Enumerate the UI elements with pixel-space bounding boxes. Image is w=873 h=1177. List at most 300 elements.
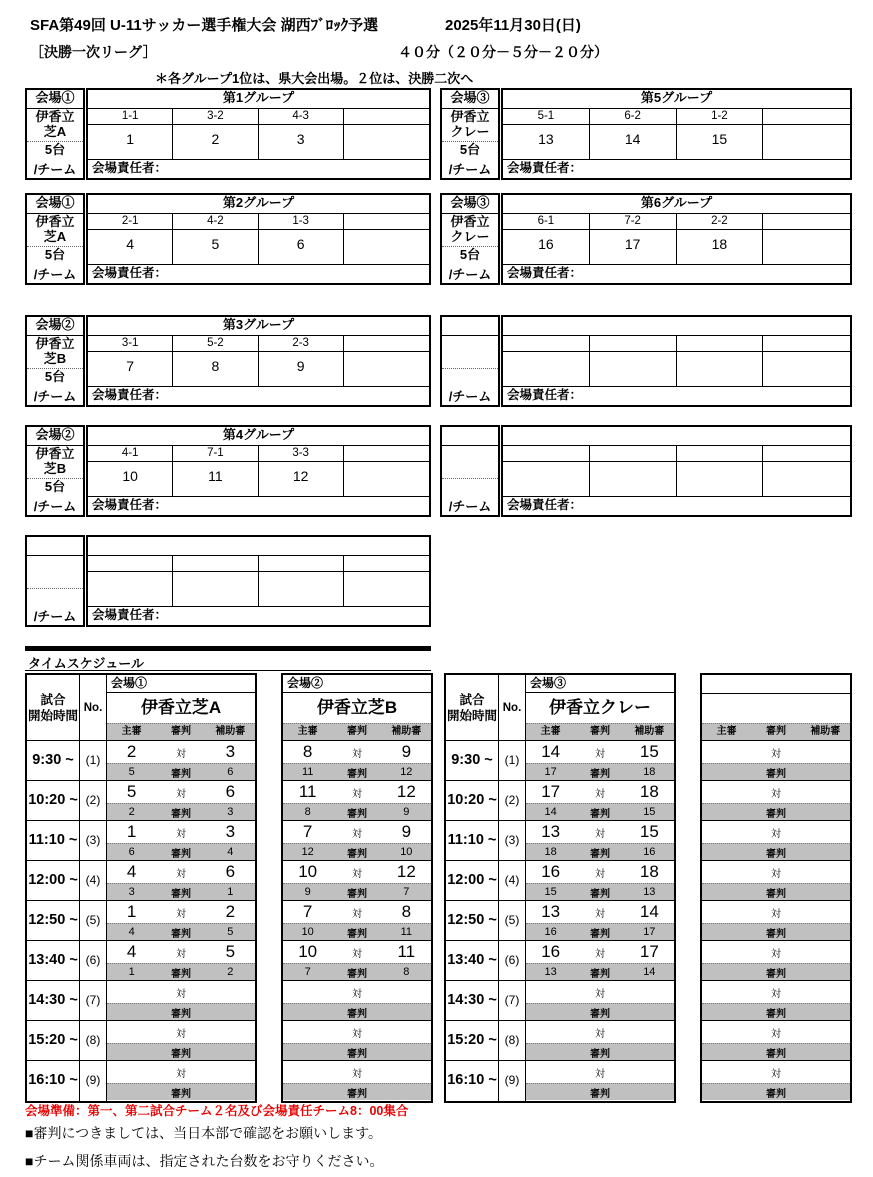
home-team-number: 1 (126, 822, 137, 841)
team-number-row (503, 352, 850, 386)
venue-label (27, 537, 83, 556)
referee-teams-row (702, 1083, 850, 1100)
vs-label: 対 (770, 1028, 781, 1040)
referee-label: 審判 (346, 888, 367, 900)
cars-label: 5台 (459, 247, 481, 262)
vehicle-note: ■チーム関係車両は、指定された台数をお守りください。 (25, 1153, 384, 1169)
group-title: 第3グループ (88, 317, 429, 336)
vs-label: 対 (175, 788, 186, 800)
referee-teams-row (283, 1003, 431, 1020)
referee-header-label: 補助審 (810, 726, 841, 738)
no-header: No. (499, 675, 525, 741)
venue-manager-label: 会場責任者： (88, 159, 429, 178)
group-grid (501, 88, 852, 180)
referee-header-label: 審判 (765, 726, 786, 738)
match-code-cell (503, 446, 590, 461)
match-cell (283, 821, 431, 861)
per-team-label: /チーム (33, 267, 77, 282)
match-teams-row (702, 861, 850, 883)
match-teams-row (526, 981, 674, 1003)
match-code-row (88, 556, 429, 572)
vs-label: 対 (175, 908, 186, 920)
group-title: 第2グループ (88, 195, 429, 214)
referee-teams-row (283, 803, 431, 820)
match-teams-row (702, 901, 850, 923)
referee-label: 審判 (765, 968, 786, 980)
match-code-cell (344, 446, 429, 461)
match-teams-row (526, 1021, 674, 1043)
match-teams-row (107, 901, 255, 923)
match-no-column (499, 675, 526, 1101)
referee-header-row (107, 723, 255, 740)
home-team-number: 4 (126, 942, 137, 961)
match-no-cell: (9) (504, 1073, 520, 1087)
referee-teams-row (107, 1043, 255, 1060)
home-team-number: 17 (541, 782, 561, 801)
match-no-cell: (1) (499, 741, 525, 781)
referee-label: 審判 (765, 808, 786, 820)
match-code-cell: 3-3 (259, 446, 344, 461)
match-code-cell (259, 556, 344, 571)
schedule-block (444, 673, 852, 1103)
referee-header-label: 主審 (121, 726, 142, 738)
venue-prep-note: 会場準備：第一、第二試合チーム２名及び会場責任チーム8：00集合 (25, 1104, 409, 1118)
time-header-line: 開始時間 (27, 708, 78, 723)
away-team-number: 18 (639, 862, 659, 881)
column-gap (676, 673, 700, 1103)
group-table (25, 535, 431, 627)
team-number-cell: 11 (173, 462, 258, 496)
referee-teams-row (107, 923, 255, 940)
referee-header-label: 審判 (589, 726, 610, 738)
referee-header-row (283, 723, 431, 740)
match-cell (283, 941, 431, 981)
vs-label: 対 (594, 788, 605, 800)
match-no-cell: (6) (499, 941, 525, 981)
match-teams-row (283, 1061, 431, 1083)
match-cell (526, 741, 674, 781)
team-number-cell (763, 125, 850, 159)
venue-label (442, 427, 498, 446)
referee-header-row (702, 723, 850, 740)
referee-teams-row (526, 843, 674, 860)
ground-name-line (442, 336, 498, 351)
venue-id-label (702, 675, 850, 694)
referee-team-number: 5 (227, 926, 234, 938)
referee-header-label: 審判 (170, 726, 191, 738)
home-team-number: 4 (126, 862, 137, 881)
referee-teams-row (107, 1003, 255, 1020)
referee-team-number: 10 (301, 926, 314, 938)
schedule-block (25, 673, 433, 1103)
referee-header-label: 主審 (297, 726, 318, 738)
match-code-cell (763, 446, 850, 461)
per-team-label: /チーム (33, 389, 77, 404)
match-code-cell (590, 336, 677, 351)
match-code-cell (503, 336, 590, 351)
referee-label: 審判 (346, 968, 367, 980)
match-cell (283, 981, 431, 1021)
referee-teams-row (283, 883, 431, 900)
referee-label: 審判 (346, 928, 367, 940)
match-teams-row (107, 821, 255, 843)
referee-teams-row (526, 1083, 674, 1100)
venue-label: 会場② (27, 317, 83, 336)
match-cell (107, 861, 255, 901)
vs-label: 対 (175, 1068, 186, 1080)
ground-name-line (442, 446, 498, 461)
vs-label: 対 (594, 748, 605, 760)
team-number-cell (344, 462, 429, 496)
referee-team-number: 10 (400, 846, 413, 858)
time-cell: 12:00 ~ (446, 861, 498, 901)
group-grid (86, 315, 431, 407)
schedule-venue-table (700, 673, 852, 1103)
referee-label: 審判 (589, 808, 610, 820)
no-header: No. (80, 675, 106, 741)
referee-label: 審判 (170, 768, 191, 780)
group-venue-column (440, 315, 500, 407)
match-cell (702, 981, 850, 1021)
match-code-cell: 2-3 (259, 336, 344, 351)
match-code-cell: 3-1 (88, 336, 173, 351)
cars-label: 5台 (459, 142, 481, 157)
match-code-cell: 4-2 (173, 214, 258, 229)
ground-name-line: 伊香立 (35, 446, 75, 461)
referee-team-number: 6 (227, 766, 234, 778)
team-number-row (503, 462, 850, 496)
time-cell: 13:40 ~ (446, 941, 498, 981)
referee-team-number: 4 (128, 926, 135, 938)
referee-label: 審判 (170, 888, 191, 900)
team-number-cell (259, 572, 344, 606)
time-cell: 9:30 ~ (27, 741, 79, 781)
column-gap (257, 673, 281, 1103)
match-cell (526, 781, 674, 821)
team-number-row (88, 230, 429, 264)
vs-label: 対 (594, 868, 605, 880)
referee-team-number: 12 (400, 766, 413, 778)
match-cell (107, 1061, 255, 1101)
match-code-row (503, 446, 850, 462)
per-team-label: /チーム (448, 499, 492, 514)
group-grid (501, 425, 852, 517)
match-cell (702, 901, 850, 941)
referee-label: 審判 (589, 928, 610, 940)
match-code-row (88, 446, 429, 462)
team-number-cell: 7 (88, 352, 173, 386)
match-cell (283, 741, 431, 781)
match-code-row (88, 109, 429, 125)
team-number-cell (344, 125, 429, 159)
ground-name-line: 芝A (43, 229, 67, 244)
home-team-number: 2 (126, 742, 137, 761)
match-no-cell: (7) (80, 981, 106, 1021)
vs-label: 対 (770, 948, 781, 960)
referee-label: 審判 (589, 848, 610, 860)
match-no-cell: (8) (499, 1021, 525, 1061)
team-number-cell (503, 352, 590, 386)
referee-label: 審判 (170, 848, 191, 860)
match-code-row (503, 336, 850, 352)
vs-label: 対 (351, 1028, 362, 1040)
match-no-cell: (5) (80, 901, 106, 941)
home-team-number: 10 (298, 862, 318, 881)
referee-teams-row (702, 763, 850, 780)
referee-teams-row (107, 963, 255, 980)
cars-label: 5台 (44, 247, 66, 262)
match-cell (107, 781, 255, 821)
group-table (440, 88, 852, 180)
away-team-number: 9 (401, 822, 412, 841)
referee-header-label: 補助審 (634, 726, 665, 738)
match-code-cell: 5-1 (503, 109, 590, 124)
match-code-cell (763, 336, 850, 351)
match-teams-row (107, 1021, 255, 1043)
event-date: 2025年11月30日(日) (445, 17, 581, 34)
referee-label: 審判 (346, 768, 367, 780)
vs-label: 対 (351, 948, 362, 960)
vs-label: 対 (770, 908, 781, 920)
referee-teams-row (702, 803, 850, 820)
group-venue-column (25, 193, 85, 285)
time-cell: 14:30 ~ (446, 981, 498, 1021)
ground-name-line: 伊香立 (35, 214, 75, 229)
team-number-cell (763, 462, 850, 496)
vs-label: 対 (770, 748, 781, 760)
match-cell (107, 1021, 255, 1061)
match-cell (107, 901, 255, 941)
vs-label: 対 (770, 868, 781, 880)
match-teams-row (107, 781, 255, 803)
time-cell: 12:50 ~ (446, 901, 498, 941)
match-cell (702, 1061, 850, 1101)
group-table (440, 425, 852, 517)
match-teams-row (107, 741, 255, 763)
match-code-cell: 4-1 (88, 446, 173, 461)
referee-team-number: 8 (304, 806, 311, 818)
referee-label: 審判 (765, 1088, 786, 1100)
referee-label: 審判 (170, 808, 191, 820)
team-number-cell: 6 (259, 230, 344, 264)
group-title: 第6グループ (503, 195, 850, 214)
match-teams-row (283, 821, 431, 843)
venue-id-label: 会場① (107, 675, 255, 693)
match-no-cell: (1) (80, 741, 106, 781)
schedule-venue-column (107, 675, 255, 1101)
referee-team-number: 14 (643, 966, 656, 978)
referee-team-number: 13 (544, 966, 557, 978)
referee-teams-row (526, 763, 674, 780)
team-number-cell (590, 462, 677, 496)
match-cell (526, 1061, 674, 1101)
match-no-cell: (7) (499, 981, 525, 1021)
venue-name: 伊香立クレー (549, 698, 651, 718)
vs-label: 対 (770, 988, 781, 1000)
team-number-cell (763, 352, 850, 386)
referee-label: 審判 (589, 1008, 610, 1020)
match-cell (702, 821, 850, 861)
home-team-number: 16 (541, 862, 561, 881)
match-cell (283, 781, 431, 821)
vs-label: 対 (594, 1028, 605, 1040)
qualification-note: ＊各グループ1位は、県大会出場。２位は、決勝二次へ (155, 71, 474, 86)
team-number-cell (677, 462, 764, 496)
group-title (503, 427, 850, 446)
vs-label: 対 (770, 788, 781, 800)
referee-teams-row (283, 843, 431, 860)
vs-label: 対 (594, 828, 605, 840)
match-code-cell (763, 214, 850, 229)
away-team-number: 3 (225, 822, 236, 841)
away-team-number: 12 (396, 862, 416, 881)
match-teams-row (283, 901, 431, 923)
referee-label: 審判 (346, 1008, 367, 1020)
per-team-label: /チーム (33, 499, 77, 514)
match-teams-row (702, 741, 850, 763)
referee-team-number: 18 (643, 766, 656, 778)
match-cell (283, 861, 431, 901)
match-teams-row (107, 1061, 255, 1083)
time-header (446, 675, 498, 741)
referee-team-number: 9 (304, 886, 311, 898)
match-cell (283, 1061, 431, 1101)
team-number-row (88, 125, 429, 159)
venue-id-label: 会場③ (526, 675, 674, 693)
match-teams-row (702, 941, 850, 963)
vs-label: 対 (770, 1068, 781, 1080)
ground-name-line: クレー (450, 229, 490, 244)
referee-team-number: 15 (544, 886, 557, 898)
referee-label: 審判 (589, 1048, 610, 1060)
venue-id-label: 会場② (283, 675, 431, 693)
match-code-cell (590, 446, 677, 461)
match-teams-row (107, 941, 255, 963)
match-cell (107, 981, 255, 1021)
referee-team-number: 2 (128, 806, 135, 818)
team-number-cell: 5 (173, 230, 258, 264)
match-teams-row (283, 1021, 431, 1043)
match-cell (526, 941, 674, 981)
match-teams-row (283, 741, 431, 763)
referee-label: 審判 (346, 1088, 367, 1100)
time-cell: 10:20 ~ (27, 781, 79, 821)
team-number-cell (173, 572, 258, 606)
ground-name-line: 伊香立 (450, 109, 490, 124)
match-teams-row (107, 981, 255, 1003)
match-cell (526, 981, 674, 1021)
referee-teams-row (526, 803, 674, 820)
home-team-number: 13 (541, 822, 561, 841)
time-header-line: 開始時間 (446, 708, 497, 723)
referee-label: 審判 (765, 1048, 786, 1060)
match-code-cell (173, 556, 258, 571)
vs-label: 対 (175, 748, 186, 760)
referee-team-number: 5 (128, 766, 135, 778)
venue-manager-label: 会場責任者： (88, 496, 429, 515)
referee-label: 審判 (765, 848, 786, 860)
team-number-row (88, 352, 429, 386)
match-no-cell: (3) (499, 821, 525, 861)
match-cell (702, 861, 850, 901)
match-teams-row (702, 781, 850, 803)
group-title: 第4グループ (88, 427, 429, 446)
per-team-label: /チーム (448, 389, 492, 404)
referee-team-number: 9 (403, 806, 410, 818)
referee-teams-row (526, 963, 674, 980)
venue-manager-label: 会場責任者： (503, 264, 850, 283)
time-header-line: 試合 (40, 692, 66, 707)
referee-label: 審判 (765, 768, 786, 780)
vs-label: 対 (351, 788, 362, 800)
referee-team-number: 8 (403, 966, 410, 978)
group-venue-column (440, 193, 500, 285)
referee-teams-row (283, 923, 431, 940)
referee-team-number: 7 (304, 966, 311, 978)
per-team-label: /チーム (448, 162, 492, 177)
referee-teams-row (702, 843, 850, 860)
venue-manager-label: 会場責任者： (503, 386, 850, 405)
team-number-cell: 15 (677, 125, 764, 159)
referee-team-number: 13 (643, 886, 656, 898)
match-no-cell: (4) (80, 861, 106, 901)
group-venue-column (25, 425, 85, 517)
vs-label: 対 (351, 1068, 362, 1080)
group-grid (501, 315, 852, 407)
ground-name-line (27, 556, 83, 571)
team-number-cell: 3 (259, 125, 344, 159)
referee-header-label: 補助審 (391, 726, 422, 738)
team-number-row (88, 572, 429, 606)
away-team-number: 5 (225, 942, 236, 961)
match-code-cell: 6-1 (503, 214, 590, 229)
match-code-cell (344, 109, 429, 124)
team-number-cell: 16 (503, 230, 590, 264)
cars-label (27, 589, 83, 604)
team-number-row (503, 125, 850, 159)
time-cell: 11:10 ~ (27, 821, 79, 861)
team-number-cell: 13 (503, 125, 590, 159)
league-label: ［決勝一次リーグ］ (30, 44, 157, 60)
match-teams-row (526, 821, 674, 843)
match-cell (702, 741, 850, 781)
vs-label: 対 (175, 868, 186, 880)
match-cell (526, 1021, 674, 1061)
time-column (446, 675, 499, 1101)
team-number-cell (677, 352, 764, 386)
referee-teams-row (107, 803, 255, 820)
schedule-venue-table (281, 673, 433, 1103)
away-team-number: 3 (225, 742, 236, 761)
group-grid (86, 425, 431, 517)
time-cell: 12:00 ~ (27, 861, 79, 901)
time-cell: 15:20 ~ (27, 1021, 79, 1061)
match-code-cell: 4-3 (259, 109, 344, 124)
venue-manager-label: 会場責任者： (503, 496, 850, 515)
referee-teams-row (283, 1043, 431, 1060)
time-cell: 14:30 ~ (27, 981, 79, 1021)
match-code-cell: 5-2 (173, 336, 258, 351)
match-teams-row (702, 1021, 850, 1043)
match-teams-row (283, 981, 431, 1003)
team-number-cell: 14 (590, 125, 677, 159)
section-divider-bar (25, 646, 431, 651)
match-code-cell (344, 214, 429, 229)
match-no-cell: (5) (499, 901, 525, 941)
referee-label: 審判 (765, 888, 786, 900)
referee-team-number: 11 (400, 926, 413, 938)
match-teams-row (526, 861, 674, 883)
